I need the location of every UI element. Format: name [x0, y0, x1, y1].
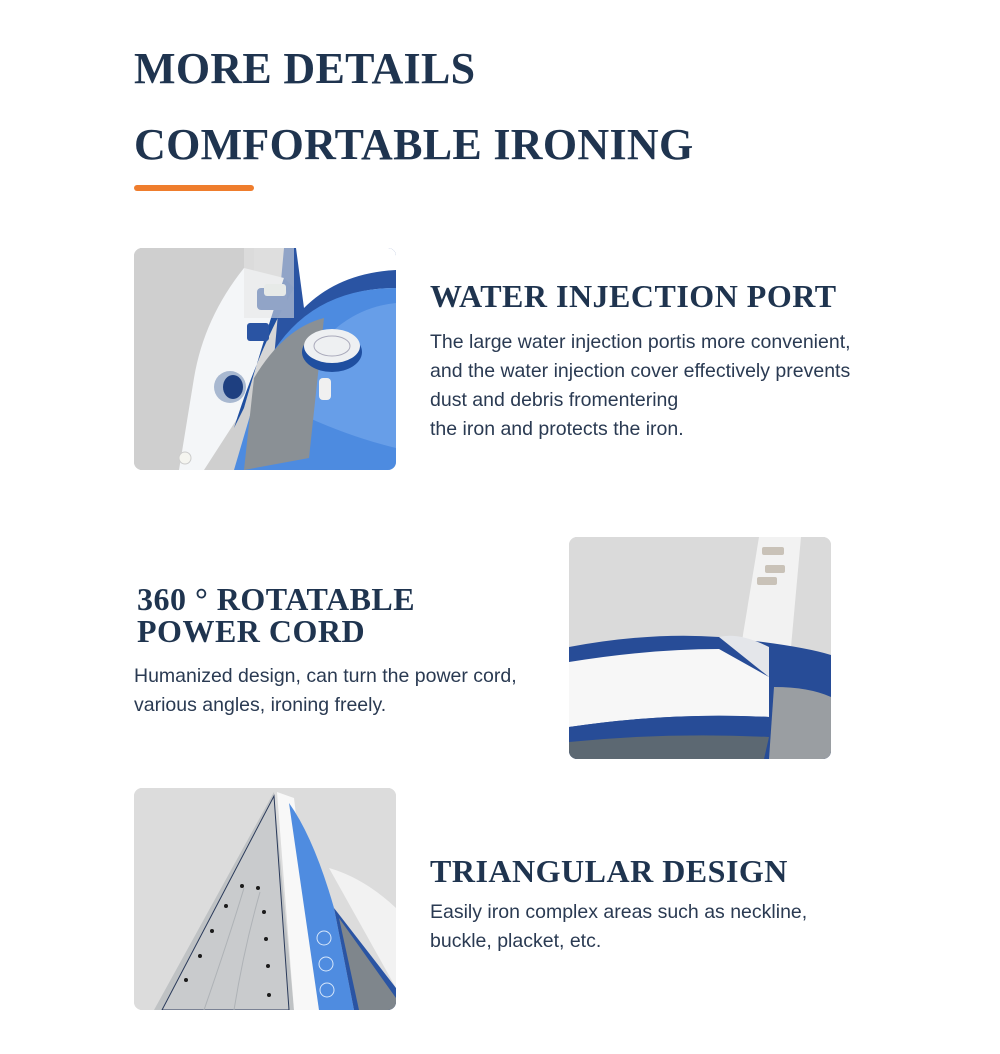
page-subtitle-comfortable-ironing: COMFORTABLE IRONING — [134, 120, 694, 169]
description-line: the iron and protects the iron. — [430, 418, 684, 440]
rotatable-power-cord-image — [569, 537, 831, 759]
accent-divider — [134, 185, 254, 191]
feature-description-rotatable-power-cord — [134, 662, 517, 720]
triangular-design-image — [134, 788, 396, 1010]
feature-description-triangular-design — [430, 898, 807, 956]
title-line: POWER CORD — [137, 613, 366, 649]
description-line: Easily iron complex areas such as neckline, — [430, 901, 808, 923]
description-line: Humanized design, can turn the power cord, — [134, 665, 517, 687]
description-line: The large water injection portis more convenient, — [430, 331, 851, 353]
iron-power-cord-illustration — [569, 537, 831, 759]
description-line: dust and debris fromentering — [430, 389, 679, 411]
description-line: buckle, placket, etc. — [430, 930, 602, 952]
page-title-more-details: MORE DETAILS — [134, 44, 476, 93]
description-line: and the water injection cover effectively prevents — [430, 360, 851, 382]
iron-soleplate-illustration — [134, 788, 396, 1010]
feature-description-water-injection-port — [430, 328, 851, 444]
description-line: various angles, ironing freely. — [134, 694, 387, 716]
water-injection-port-image — [134, 248, 396, 470]
feature-title-rotatable-power-cord — [137, 583, 415, 647]
feature-title-water-injection-port: WATER INJECTION PORT — [430, 278, 837, 314]
title-line: 360 ° ROTATABLE — [137, 581, 416, 617]
iron-water-port-illustration — [134, 248, 396, 470]
feature-title-triangular-design: TRIANGULAR DESIGN — [430, 853, 788, 889]
